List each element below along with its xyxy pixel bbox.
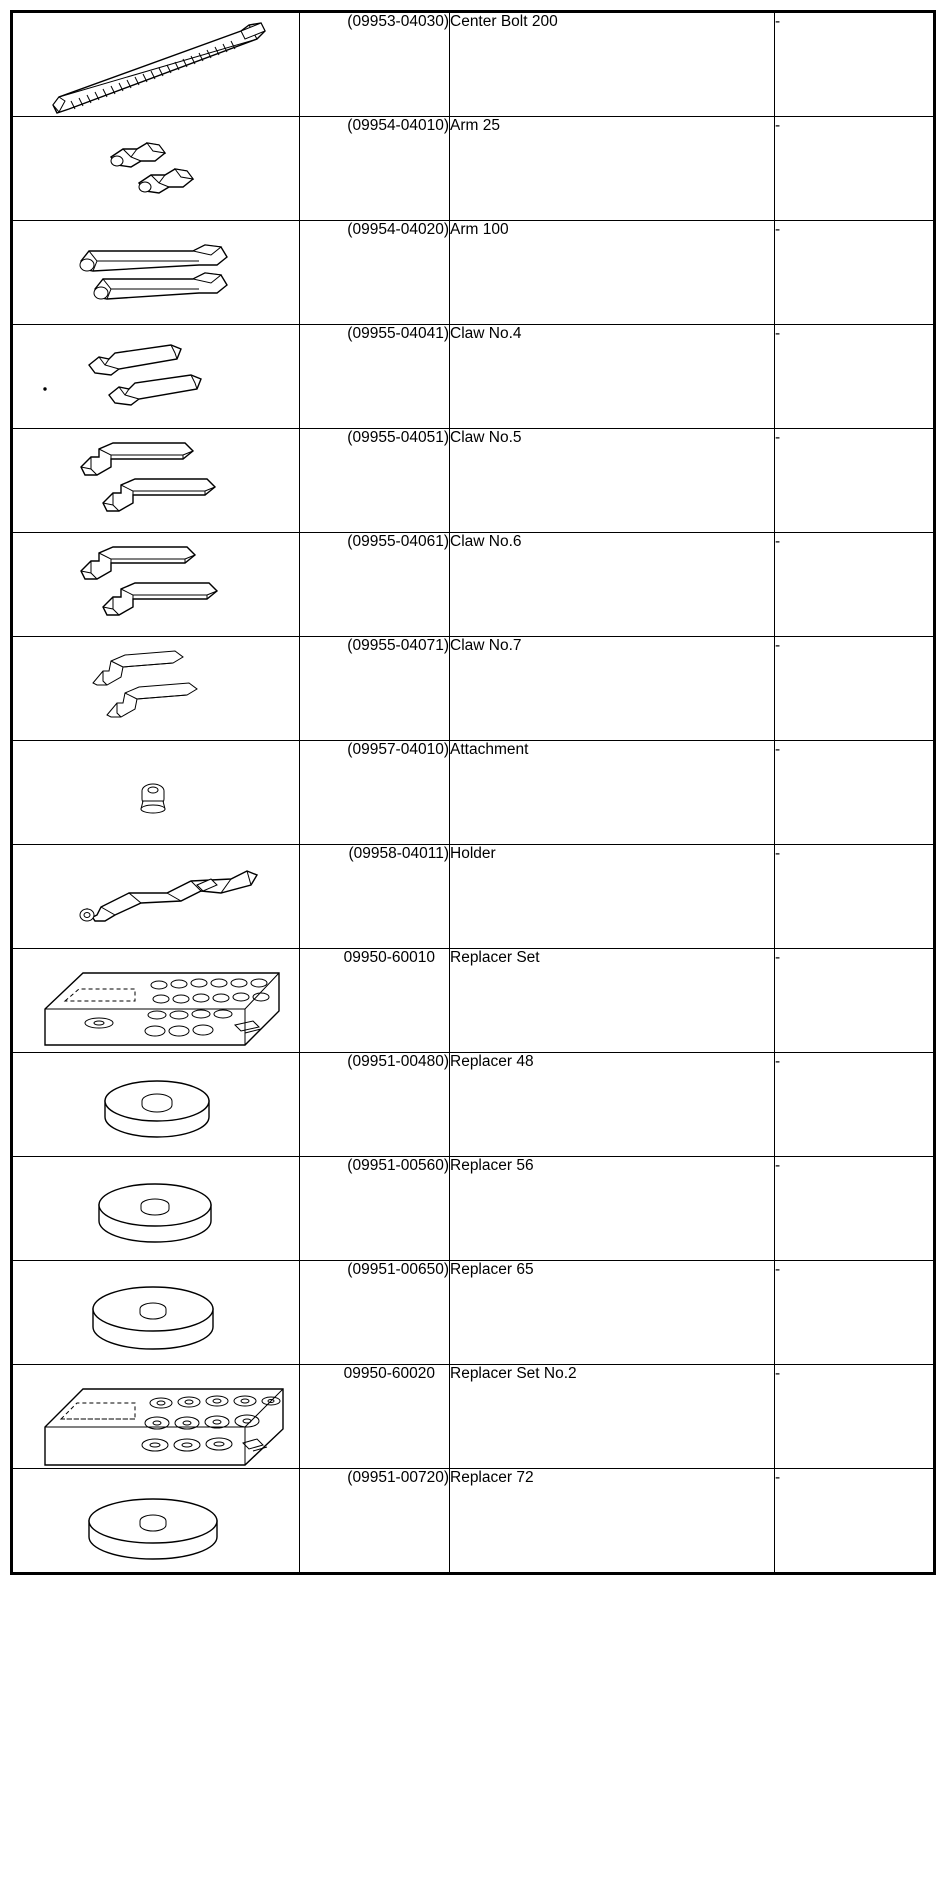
table-row: [12, 949, 935, 1053]
part-number-cell: (09955-04071): [300, 637, 450, 741]
note-cell: -: [775, 1157, 935, 1261]
illustration-cell: [12, 1365, 300, 1469]
part-number-cell: (09958-04011): [300, 845, 450, 949]
replacer-set-figure: [13, 949, 299, 1052]
illustration-cell: [12, 741, 300, 845]
illustration-cell: [12, 637, 300, 741]
note-cell: -: [775, 429, 935, 533]
table-row: [12, 429, 935, 533]
illustration-cell: [12, 429, 300, 533]
note-cell: -: [775, 845, 935, 949]
illustration-cell: [12, 325, 300, 429]
table-row: [12, 1469, 935, 1574]
table-row: [12, 1053, 935, 1157]
note-cell: -: [775, 637, 935, 741]
replacer-set-2-figure: [13, 1365, 299, 1468]
illustration-cell: [12, 1469, 300, 1574]
table-row: [12, 637, 935, 741]
note-cell: -: [775, 1469, 935, 1574]
part-name-cell: Arm 25: [450, 117, 775, 221]
part-name-cell: Replacer 56: [450, 1157, 775, 1261]
replacer-disc-72-figure: [13, 1469, 299, 1572]
table-row: [12, 533, 935, 637]
replacer-disc-56-figure: [13, 1157, 299, 1260]
table-row: [12, 1157, 935, 1261]
table-row: [12, 221, 935, 325]
part-name-cell: Attachment: [450, 741, 775, 845]
note-cell: -: [775, 1261, 935, 1365]
part-number-cell: (09954-04020): [300, 221, 450, 325]
note-cell: -: [775, 949, 935, 1053]
part-name-cell: Center Bolt 200: [450, 12, 775, 117]
claw-7-figure: [13, 637, 299, 740]
table-row: [12, 845, 935, 949]
illustration-cell: [12, 949, 300, 1053]
table-row: [12, 741, 935, 845]
note-cell: -: [775, 12, 935, 117]
claw-6-figure: [13, 533, 299, 636]
illustration-cell: [12, 12, 300, 117]
special-service-tools-table: [10, 10, 936, 1575]
illustration-cell: [12, 1261, 300, 1365]
table-row: [12, 1365, 935, 1469]
note-cell: -: [775, 117, 935, 221]
illustration-cell: [12, 533, 300, 637]
part-name-cell: Arm 100: [450, 221, 775, 325]
part-number-cell: (09957-04010): [300, 741, 450, 845]
attachment-figure: [13, 741, 299, 844]
note-cell: -: [775, 1053, 935, 1157]
part-number-cell: (09955-04051): [300, 429, 450, 533]
arm-100-figure: [13, 221, 299, 324]
parts-catalog-page: [0, 10, 950, 1904]
part-name-cell: Holder: [450, 845, 775, 949]
note-cell: -: [775, 533, 935, 637]
center-bolt-figure: [13, 13, 299, 116]
part-number-cell: (09951-00720): [300, 1469, 450, 1574]
part-number-cell: 09950-60020: [300, 1365, 450, 1469]
part-name-cell: Claw No.5: [450, 429, 775, 533]
illustration-cell: [12, 117, 300, 221]
note-cell: -: [775, 1365, 935, 1469]
illustration-cell: [12, 221, 300, 325]
part-name-cell: Replacer 48: [450, 1053, 775, 1157]
part-number-cell: (09954-04010): [300, 117, 450, 221]
holder-figure: [13, 845, 299, 948]
part-number-cell: (09951-00480): [300, 1053, 450, 1157]
table-row: [12, 1261, 935, 1365]
part-name-cell: Claw No.6: [450, 533, 775, 637]
part-number-cell: (09955-04061): [300, 533, 450, 637]
part-name-cell: Claw No.7: [450, 637, 775, 741]
table-row: [12, 12, 935, 117]
note-cell: -: [775, 741, 935, 845]
part-number-cell: (09951-00560): [300, 1157, 450, 1261]
claw-5-figure: [13, 429, 299, 532]
illustration-cell: [12, 1157, 300, 1261]
part-number-cell: (09951-00650): [300, 1261, 450, 1365]
replacer-disc-48-figure: [13, 1053, 299, 1156]
claw-4-figure: [13, 325, 299, 428]
table-row: [12, 117, 935, 221]
table-row: [12, 325, 935, 429]
part-name-cell: Claw No.4: [450, 325, 775, 429]
part-name-cell: Replacer 65: [450, 1261, 775, 1365]
part-name-cell: Replacer 72: [450, 1469, 775, 1574]
note-cell: -: [775, 325, 935, 429]
replacer-disc-65-figure: [13, 1261, 299, 1364]
part-number-cell: 09950-60010: [300, 949, 450, 1053]
note-cell: -: [775, 221, 935, 325]
arm-25-figure: [13, 117, 299, 220]
part-name-cell: Replacer Set No.2: [450, 1365, 775, 1469]
part-name-cell: Replacer Set: [450, 949, 775, 1053]
part-number-cell: (09953-04030): [300, 12, 450, 117]
part-number-cell: (09955-04041): [300, 325, 450, 429]
illustration-cell: [12, 845, 300, 949]
illustration-cell: [12, 1053, 300, 1157]
